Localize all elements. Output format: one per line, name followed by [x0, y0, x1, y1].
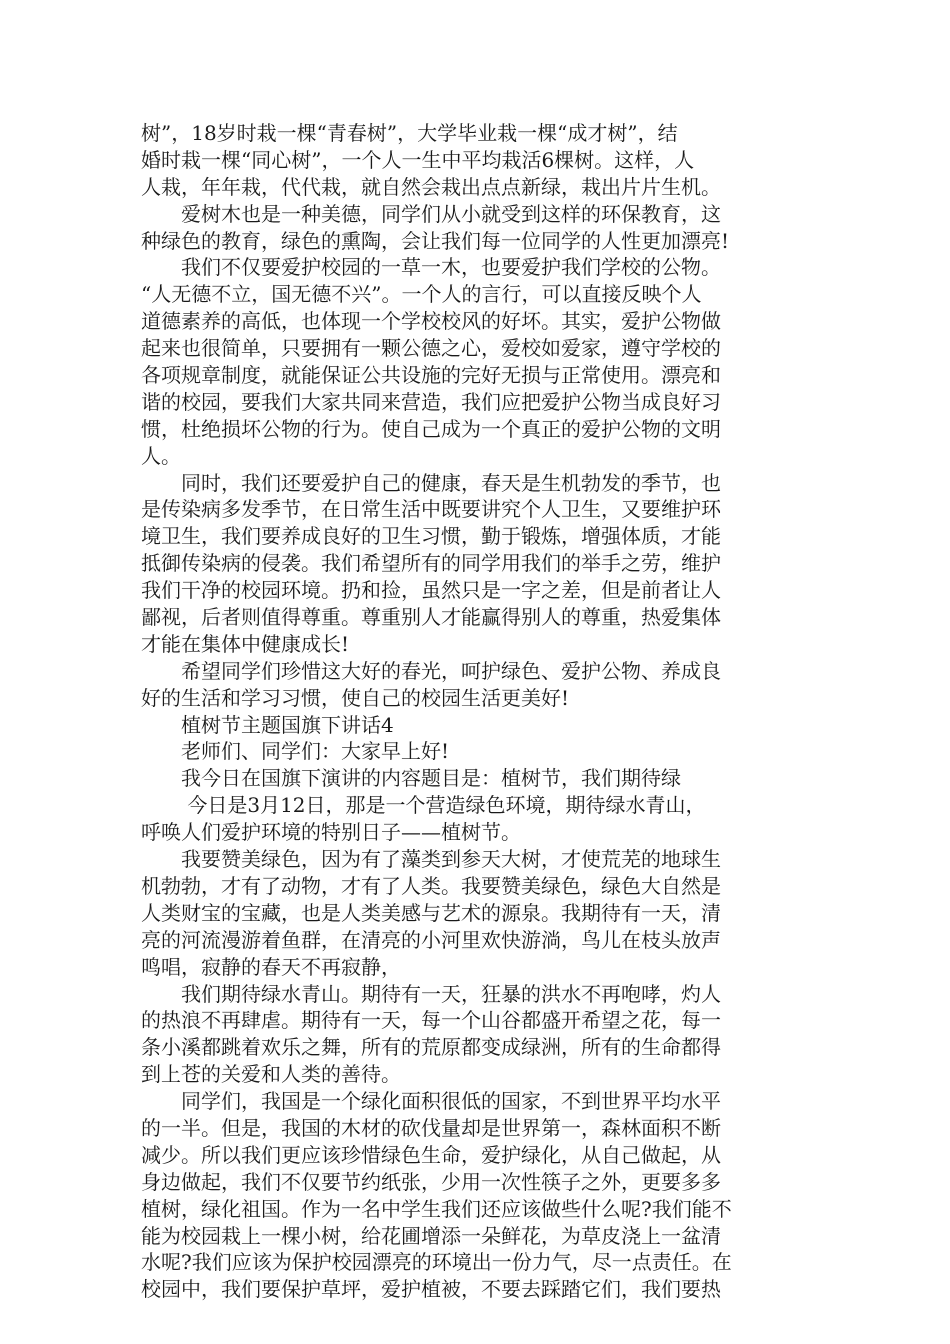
text-line: 惯，杜绝损坏公物的行为。使自己成为一个真正的爱护公物的文明 [141, 416, 721, 441]
text-line: 到上苍的关爱和人类的善待。 [141, 1062, 401, 1087]
text-line: 鸣唱，寂静的春天不再寂静， [141, 954, 401, 979]
text-line: 人栽，年年栽，代代栽，就自然会栽出点点新绿，栽出片片生机。 [141, 174, 721, 199]
text-line: 起来也很简单，只要拥有一颗公德之心，爱校如爱家，遵守学校的 [141, 336, 721, 361]
text-line: 条小溪都跳着欢乐之舞，所有的荒原都变成绿洲，所有的生命都得 [141, 1035, 721, 1060]
text-line: 老师们、同学们：大家早上好! [141, 739, 450, 764]
text-line: 抵御传染病的侵袭。我们希望所有的同学用我们的举手之劳，维护 [141, 551, 721, 576]
text-line: 种绿色的教育，绿色的熏陶，会让我们每一位同学的人性更加漂亮! [141, 228, 730, 253]
text-line: “人无德不立，国无德不兴”。一个人的言行，可以直接反映个人 [141, 282, 702, 307]
text-line: 植树节主题国旗下讲话4 [141, 712, 394, 737]
text-line: 人类财宝的宝藏，也是人类美感与艺术的源泉。我期待有一天，清 [141, 900, 721, 925]
text-line: 同时，我们还要爱护自己的健康，春天是生机勃发的季节，也 [141, 470, 721, 495]
text-line: 希望同学们珍惜这大好的春光，呵护绿色、爱护公物、养成良 [141, 658, 721, 683]
text-line: 鄙视，后者则值得尊重。尊重别人才能赢得别人的尊重，热爱集体 [141, 605, 721, 630]
text-line: 的一半。但是，我国的木材的砍伐量却是世界第一，森林面积不断 [141, 1115, 721, 1140]
text-line: 才能在集体中健康成长! [141, 631, 350, 656]
text-line: 呼唤人们爱护环境的特别日子——植树节。 [141, 820, 521, 845]
text-line: 今日是3月12日，那是一个营造绿色环境，期待绿水青山， [141, 793, 706, 818]
text-line: 植树，绿化祖国。作为一名中学生我们还应该做些什么呢?我们能不 [141, 1196, 732, 1221]
text-line: 人。 [141, 443, 181, 468]
text-line: 各项规章制度，就能保证公共设施的完好无损与正常使用。漂亮和 [141, 363, 721, 388]
text-line: 减少。所以我们更应该珍惜绿色生命，爱护绿化，从自己做起，从 [141, 1142, 721, 1167]
text-line: 我今日在国旗下演讲的内容题目是：植树节，我们期待绿 [141, 766, 681, 791]
text-line: 同学们，我国是一个绿化面积很低的国家，不到世界平均水平 [141, 1089, 721, 1114]
text-line: 我要赞美绿色，因为有了藻类到参天大树，才使荒芜的地球生 [141, 847, 721, 872]
text-line: 校园中，我们要保护草坪，爱护植被，不要去踩踏它们，我们要热 [141, 1277, 721, 1302]
text-line: 机勃勃，才有了动物，才有了人类。我要赞美绿色，绿色大自然是 [141, 873, 721, 898]
text-line: 道德素养的高低，也体现一个学校校风的好坏。其实，爱护公物做 [141, 309, 721, 334]
text-line: 是传染病多发季节，在日常生活中既要讲究个人卫生，又要维护环 [141, 497, 721, 522]
text-line: 树”，18岁时栽一棵“青春树”，大学毕业栽一棵“成才树”，结 [141, 121, 678, 145]
text-line: 婚时栽一棵“同心树”，一个人一生中平均栽活6棵树。这样，人 [141, 147, 695, 172]
text-line: 水呢?我们应该为保护校园漂亮的环境出一份力气，尽一点责任。在 [141, 1250, 732, 1275]
text-line: 爱树木也是一种美德，同学们从小就受到这样的环保教育，这 [141, 201, 721, 226]
text-line: 亮的河流漫游着鱼群，在清亮的小河里欢快游淌，鸟儿在枝头放声 [141, 927, 721, 952]
text-line: 境卫生，我们要养成良好的卫生习惯，勤于锻炼，增强体质，才能 [141, 524, 721, 549]
text-line: 好的生活和学习习惯，使自己的校园生活更美好! [141, 685, 570, 710]
text-line: 我们不仅要爱护校园的一草一木，也要爱护我们学校的公物。 [141, 255, 721, 280]
text-line: 我们干净的校园环境。扔和捡，虽然只是一字之差，但是前者让人 [141, 578, 721, 603]
text-line: 我们期待绿水青山。期待有一天，狂暴的洪水不再咆哮，灼人 [141, 981, 721, 1006]
text-line: 谐的校园，要我们大家共同来营造，我们应把爱护公物当成良好习 [141, 389, 721, 414]
text-line: 能为校园栽上一棵小树，给花圃增添一朵鲜花，为草皮浇上一盆清 [141, 1223, 721, 1248]
text-line: 身边做起，我们不仅要节约纸张，少用一次性筷子之外，更要多多 [141, 1169, 721, 1194]
document-body [141, 120, 801, 1303]
text-line: 的热浪不再肆虐。期待有一天，每一个山谷都盛开希望之花，每一 [141, 1008, 721, 1033]
